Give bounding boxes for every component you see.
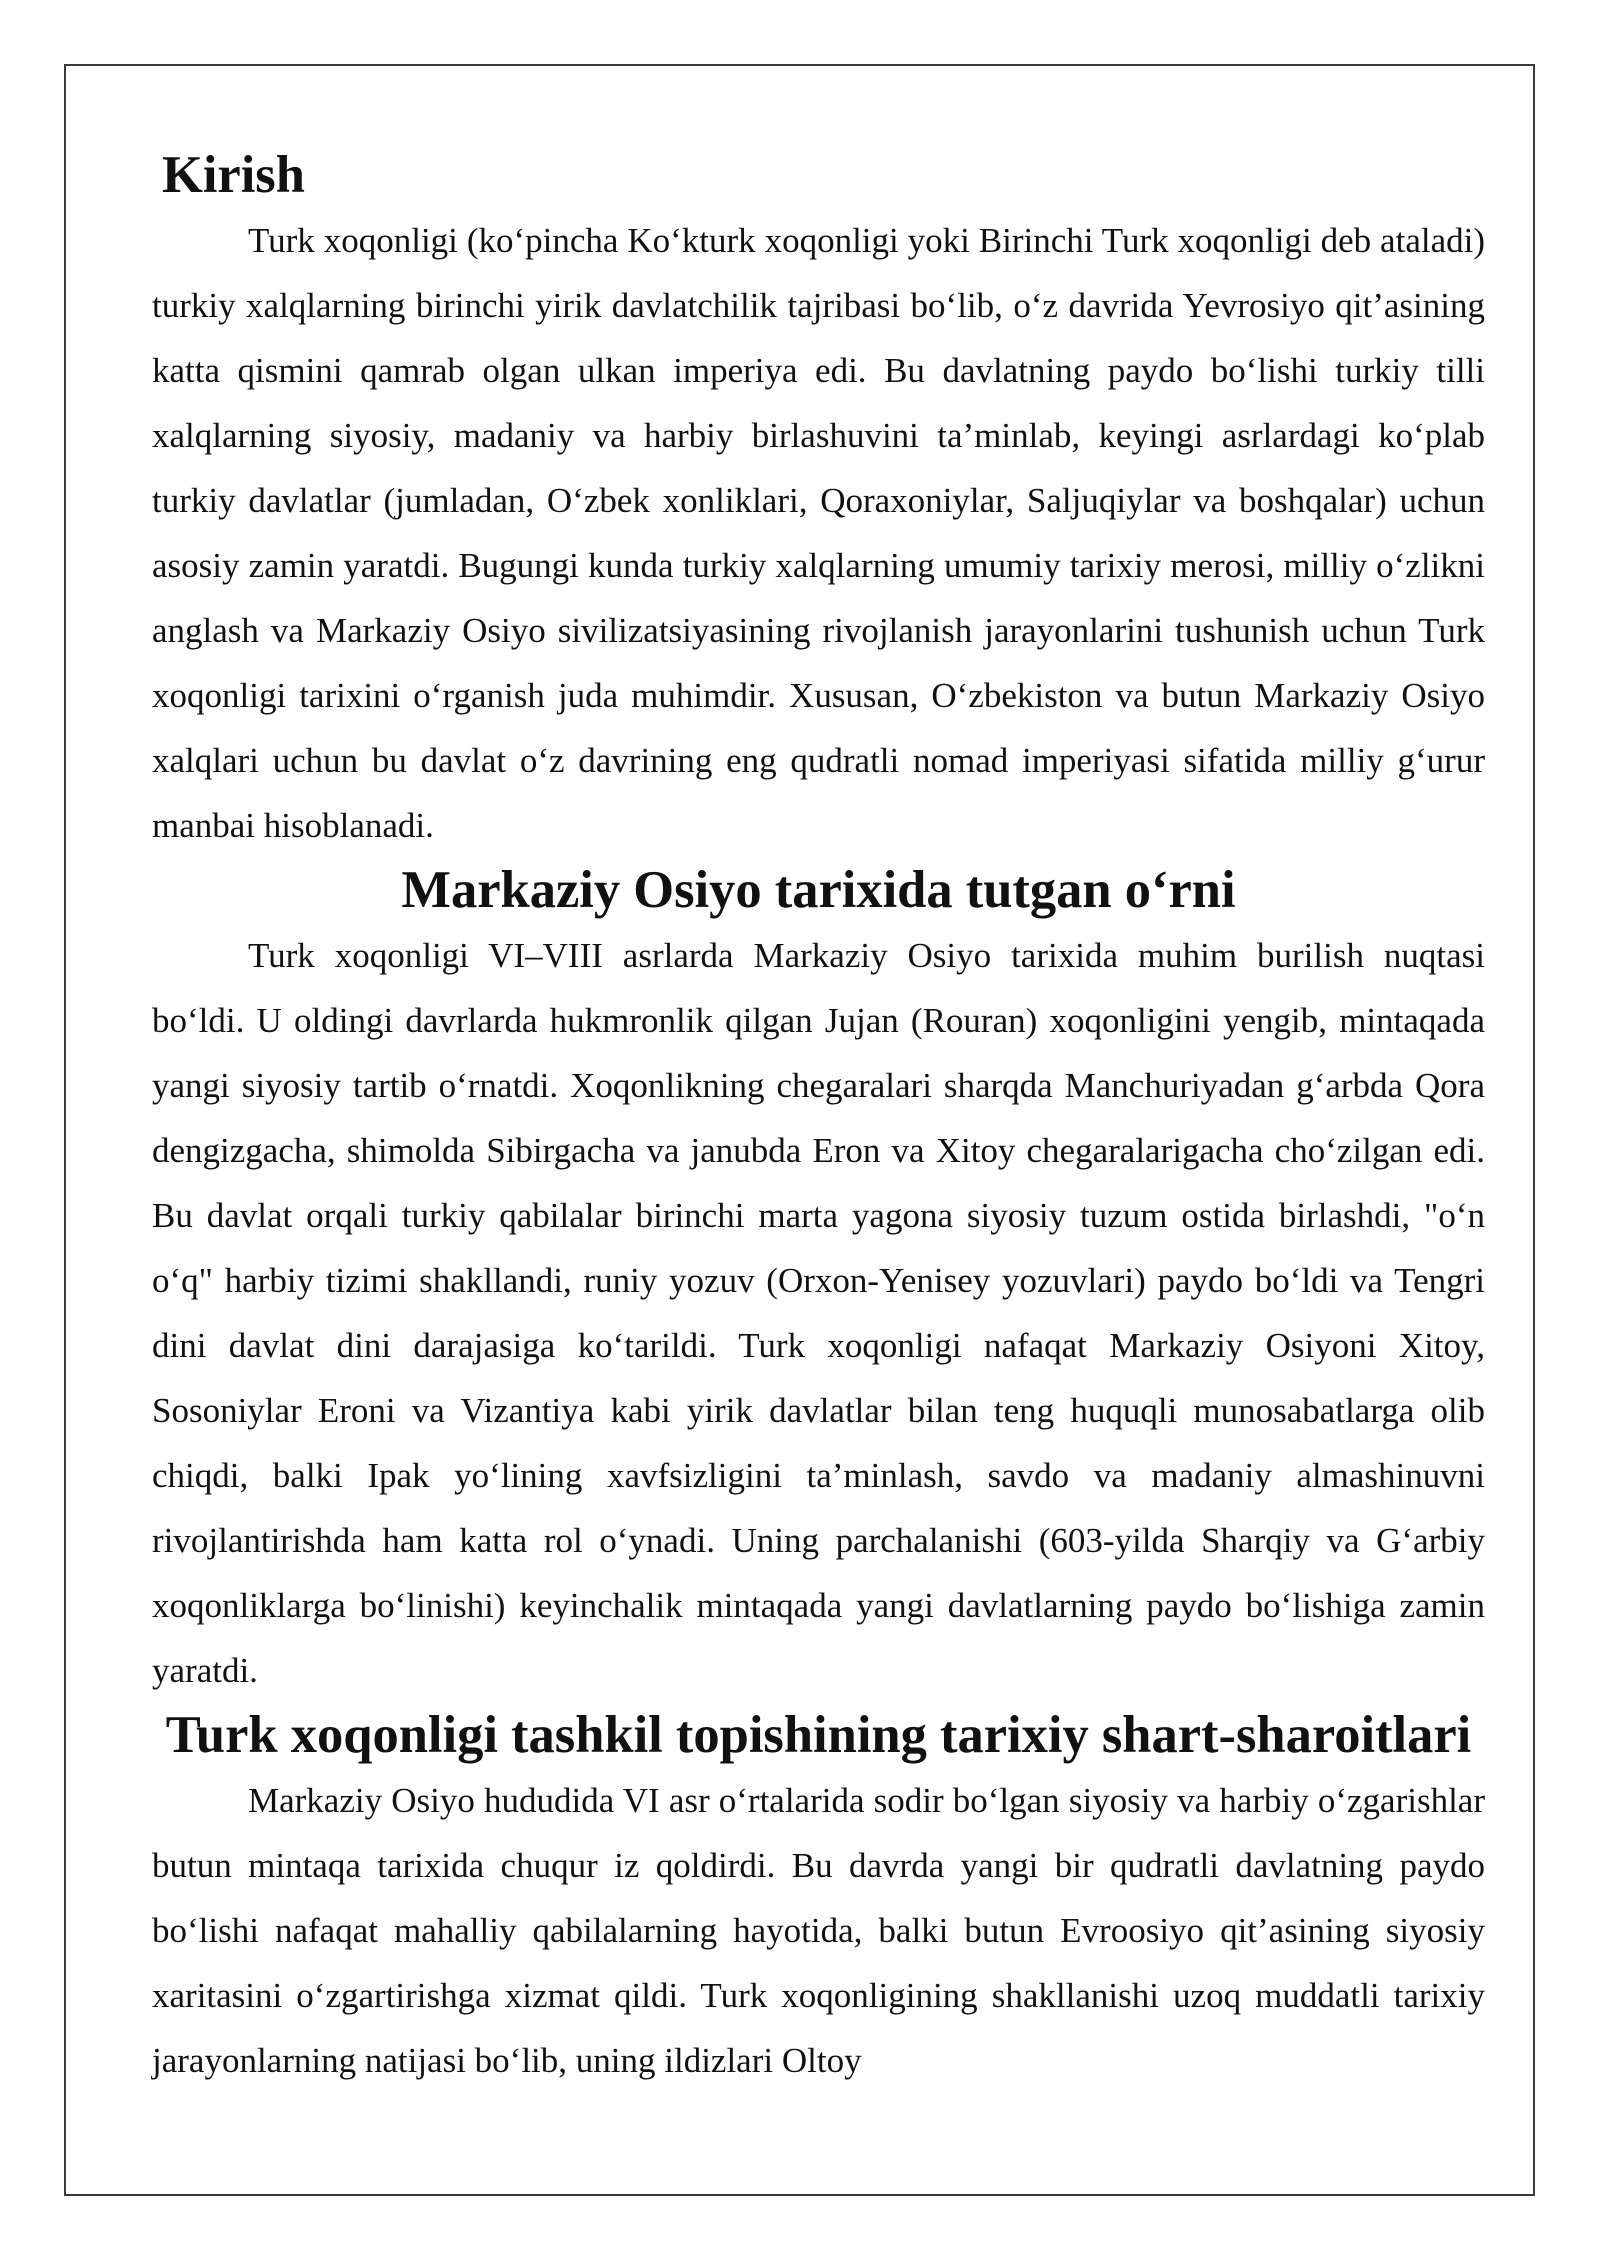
section-heading-shart-sharoitlar: Turk xoqonligi tashkil topishining tarixiy shart-sharoitlari xyxy=(165,1706,1472,1764)
document-body xyxy=(152,142,1485,2093)
section-paragraph-shart-sharoitlar: Markaziy Osiyo hududida VI asr o‘rtalarida sodir bo‘lgan siyosiy va harbiy o‘zgarishlar butun mintaqa tarixida chuqur iz qoldirdi. Bu davrda yangi bir qudratli davlatning paydo bo‘lishi nafaqat mahalliy qabilalarning hayotida, balki butun Evroosiyo qit’asining siyosiy xaritasini o‘zgartirishga xizmat qildi. Turk xoqonligining shakllanishi uzoq muddatli tarixiy jarayonlarning natijasi bo‘lib, uning ildizlari Oltoy xyxy=(152,1781,1485,2080)
section-heading-markaziy-osiyo: Markaziy Osiyo tarixida tutgan o‘rni xyxy=(401,861,1236,919)
section-paragraph-kirish: Turk xoqonligi (ko‘pincha Ko‘kturk xoqonligi yoki Birinchi Turk xoqonligi deb ataladi) turkiy xalqlarning birinchi yirik davlatchilik tajribasi bo‘lib, o‘z davrida Yevrosiyo qit’asining katta qismini qamrab olgan ulkan imperiya edi. Bu davlatning paydo bo‘lishi turkiy tilli xalqlarning siyosiy, madaniy va harbiy birlashuvini ta’minlab, keyingi asrlardagi ko‘plab turkiy davlatlar (jumladan, O‘zbek xonliklari, Qoraxoniylar, Saljuqiylar va boshqalar) uchun asosiy zamin yaratdi. Bugungi kunda turkiy xalqlarning umumiy tarixiy merosi, milliy o‘zlikni anglash va Markaziy Osiyo sivilizatsiyasining rivojlanish jarayonlarini tushunish uchun Turk xoqonligi tarixini o‘rganish juda muhimdir. Xususan, O‘zbekiston va butun Markaziy Osiyo xalqlari uchun bu davlat o‘z davrining eng qudratli nomad imperiyasi sifatida milliy g‘urur manbai hisoblanadi. xyxy=(152,221,1485,845)
section-paragraph-markaziy-osiyo: Turk xoqonligi VI–VIII asrlarda Markaziy Osiyo tarixida muhim burilish nuqtasi bo‘ldi. U oldingi davrlarda hukmronlik qilgan Jujan (Rouran) xoqonligini yengib, mintaqada yangi siyosiy tartib o‘rnatdi. Xoqonlikning chegaralari sharqda Manchuriyadan g‘arbda Qora dengizgacha, shimolda Sibirgacha va janubda Eron va Xitoy chegaralarigacha cho‘zilgan edi. Bu davlat orqali turkiy qabilalar birinchi marta yagona siyosiy tuzum ostida birlashdi, "o‘n o‘q" harbiy tizimi shakllandi, runiy yozuv (Orxon-Yenisey yozuvlari) paydo bo‘ldi va Tengri dini davlat dini darajasiga ko‘tarildi. Turk xoqonligi nafaqat Markaziy Osiyoni Xitoy, Sosoniylar Eroni va Vizantiya kabi yirik davlatlar bilan teng huquqli munosabatlarga olib chiqdi, balki Ipak yo‘lining xavfsizligini ta’minlash, savdo va madaniy almashinuvni rivojlantirishda ham katta rol o‘ynadi. Uning parchalanishi (603-yilda Sharqiy va G‘arbiy xoqonliklarga bo‘linishi) keyinchalik mintaqada yangi davlatlarning paydo bo‘lishiga zamin yaratdi. xyxy=(152,936,1485,1690)
section-heading-kirish: Kirish xyxy=(162,146,305,204)
